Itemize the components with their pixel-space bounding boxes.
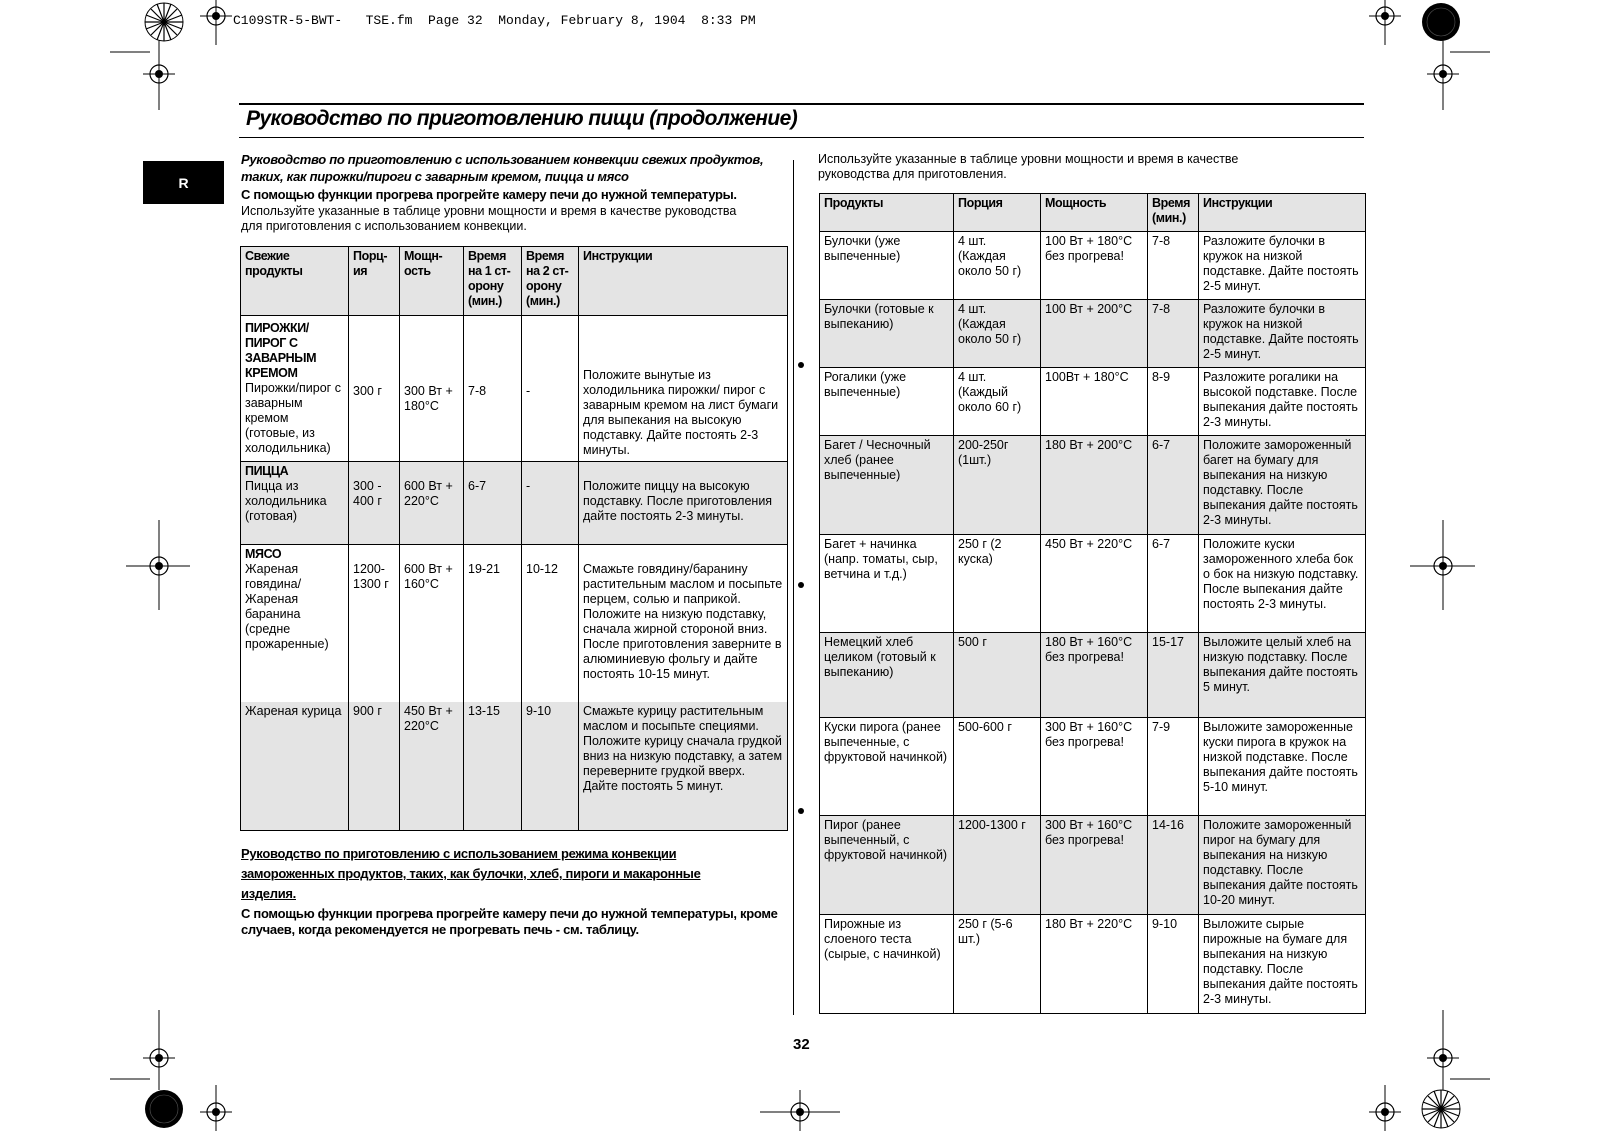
power: 180 Вт + 220°C xyxy=(1041,915,1148,1014)
table-row xyxy=(820,633,1366,718)
time-side-1: 19-21 xyxy=(468,562,500,576)
power: 100Вт + 180°C xyxy=(1041,368,1148,436)
instructions: Выложите сырые пирожные на бумаге для выпекания на низкую подставку. После выпекания дайте постоять 2-3 минуты. xyxy=(1199,915,1366,1014)
time: 6-7 xyxy=(1148,535,1199,633)
power: 300 Вт + 160°C без прогрева! xyxy=(1041,816,1148,915)
right-intro: Используйте указанные в таблице уровни мощности и время в качестве руководства для приготовления. xyxy=(818,152,1239,181)
file-info-line: C109STR-5-BWT- TSE.fm Page 32 Monday, February 8, 1904 8:33 PM xyxy=(233,13,756,28)
product-name: Пирожные из слоеного теста (сырые, с начинкой) xyxy=(820,915,954,1014)
table-row xyxy=(241,545,788,702)
table-row xyxy=(820,232,1366,300)
instructions: Разложите рогалики на высокой подставке. После выпекания дайте постоять 2-3 минуты. xyxy=(1199,368,1366,436)
product-name: Жареная говядина/ Жареная баранина (средне прожаренные) xyxy=(245,562,329,651)
instructions: Положите пиццу на высокую подставку. После приготовления дайте постоять 2-3 минуты. xyxy=(583,479,773,523)
preheat-note: С помощью функции прогрева прогрейте камеру печи до нужной температуры. xyxy=(241,187,737,202)
divider-dot xyxy=(798,362,804,368)
time-side-1: 7-8 xyxy=(468,384,487,398)
instructions: Положите куски замороженного хлеба бок о бок на низкую подставку. После выпекания дайте постоять 2-3 минуты. xyxy=(1199,535,1366,633)
instructions: Выложите замороженные куски пирога в кружок на низкой подставке. После выпекания дайте постоять 5-10 минут. xyxy=(1199,718,1366,816)
portion: 1200- 1300 г xyxy=(353,562,389,591)
time-side-2: 9-10 xyxy=(526,703,552,718)
product-name: Пицца из холодильника (готовая) xyxy=(245,479,327,523)
time-side-2: - xyxy=(526,384,531,398)
table-row xyxy=(820,718,1366,816)
power: 180 Вт + 200°C xyxy=(1041,436,1148,535)
table-row xyxy=(820,300,1366,368)
col-header: Порц-ия xyxy=(349,247,400,316)
table-row xyxy=(820,535,1366,633)
portion: 500-600 г xyxy=(954,718,1041,816)
power: 600 Вт + 220°C xyxy=(404,479,453,508)
col-header: Время (мин.) xyxy=(1148,194,1199,232)
table-row xyxy=(241,702,788,831)
frozen-section-title: Руководство по приготовлению с использованием режима конвекции замороженных продуктов, таких, как булочки, хлеб, пироги и макаронные изделия. xyxy=(241,846,701,901)
col-header: Инструкции xyxy=(579,247,788,316)
time-side-1: 6-7 xyxy=(468,479,487,493)
portion: 300 - 400 г xyxy=(353,479,382,508)
frozen-preheat-note: С помощью функции прогрева прогрейте камеру печи до нужной температуры, кроме случаев, когда рекомендуется не прогревать печь - см. таблицу. xyxy=(241,906,778,937)
left-intro: Используйте указанные в таблице уровни мощности и время в качестве руководства для приготовления с использованием конвекции. xyxy=(241,204,737,233)
product-name: Пирожки/пирог с заварным кремом (готовые, из холодильника) xyxy=(245,381,341,455)
portion: 200-250г (1шт.) xyxy=(954,436,1041,535)
table-header-row xyxy=(820,194,1366,232)
portion: 4 шт. (Каждая около 50 г) xyxy=(954,300,1041,368)
instructions: Разложите булочки в кружок на низкой подставке. Дайте постоять 2-5 минут. xyxy=(1199,300,1366,368)
time: 14-16 xyxy=(1148,816,1199,915)
time-side-2: - xyxy=(526,479,531,493)
time: 15-17 xyxy=(1148,633,1199,718)
table-row xyxy=(820,915,1366,1014)
power: 450 Вт + 220°C xyxy=(1041,535,1148,633)
portion: 4 шт. (Каждая около 50 г) xyxy=(954,232,1041,300)
power: 180 Вт + 160°C без прогрева! xyxy=(1041,633,1148,718)
time: 7-8 xyxy=(1148,300,1199,368)
col-header: Время на 2 ст-орону (мин.) xyxy=(522,247,579,316)
product-name: Булочки (уже выпеченные) xyxy=(820,232,954,300)
portion: 500 г xyxy=(954,633,1041,718)
portion: 250 г (5-6 шт.) xyxy=(954,915,1041,1014)
page-number: 32 xyxy=(793,1036,810,1053)
divider-dot xyxy=(798,582,804,588)
time: 9-10 xyxy=(1148,915,1199,1014)
time-side-1: 13-15 xyxy=(468,703,500,718)
col-header: Мощн-ость xyxy=(400,247,464,316)
column-divider xyxy=(793,160,794,1015)
col-header: Продукты xyxy=(820,194,954,232)
col-header: Время на 1 ст-орону (мин.) xyxy=(464,247,522,316)
instructions: Выложите целый хлеб на низкую подставку. После выпекания дайте постоять 5 минут. xyxy=(1199,633,1366,718)
page-title: Руководство по приготовлению пищи (продолжение) xyxy=(246,107,798,130)
table-row xyxy=(241,462,788,545)
category-label: ПИЦЦА xyxy=(245,464,289,478)
portion: 4 шт. (Каждый около 60 г) xyxy=(954,368,1041,436)
col-header: Свежие продукты xyxy=(241,247,349,316)
table-row xyxy=(820,816,1366,915)
power: 600 Вт + 160°C xyxy=(404,562,453,591)
table-row xyxy=(820,368,1366,436)
instructions: Положите вынутые из холодильника пирожки/ пирог с заварным кремом на лист бумаги для выпекания на высокую подставку. Дайте постоять 2-3 минуты. xyxy=(583,368,779,457)
time-side-2: 10-12 xyxy=(526,562,558,576)
product-name: Багет / Чесночный хлеб (ранее выпеченные) xyxy=(820,436,954,535)
fresh-products-table xyxy=(240,246,788,831)
portion: 900 г xyxy=(353,703,382,718)
time: 8-9 xyxy=(1148,368,1199,436)
instructions: Разложите булочки в кружок на низкой подставке. Дайте постоять 2-5 минут. xyxy=(1199,232,1366,300)
portion: 250 г (2 куска) xyxy=(954,535,1041,633)
category-label: МЯСО xyxy=(245,547,282,561)
table-row xyxy=(820,436,1366,535)
col-header: Инструкции xyxy=(1199,194,1366,232)
table-row xyxy=(241,316,788,462)
product-name: Рогалики (уже выпеченные) xyxy=(820,368,954,436)
power: 450 Вт + 220°C xyxy=(404,703,453,733)
power: 100 Вт + 180°C без прогрева! xyxy=(1041,232,1148,300)
convection-section-title: Руководство по приготовлению с использованием конвекции свежих продуктов, таких, как пирожки/пироги с заварным кремом, пицца и мясо xyxy=(241,152,764,184)
time: 7-9 xyxy=(1148,718,1199,816)
time: 6-7 xyxy=(1148,436,1199,535)
frozen-products-table xyxy=(819,193,1366,1014)
language-tab: R xyxy=(143,161,224,204)
power: 300 Вт + 160°C без прогрева! xyxy=(1041,718,1148,816)
portion: 1200-1300 г xyxy=(954,816,1041,915)
product-name: Куски пирога (ранее выпеченные, с фруктовой начинкой) xyxy=(820,718,954,816)
product-name: Жареная курица xyxy=(245,703,342,718)
col-header: Мощность xyxy=(1041,194,1148,232)
divider-dot xyxy=(798,808,804,814)
instructions: Смажьте говядину/баранину растительным маслом и посыпьте перцем, солью и паприкой. Положите на низкую подставку, сначала жирной стороной вниз. После приготовления заверните в алюминиевую фольгу и дайте постоять 10-15 минут. xyxy=(583,562,783,681)
product-name: Булочки (готовые к выпеканию) xyxy=(820,300,954,368)
instructions: Положите замороженный пирог на бумагу для выпекания на низкую подставку. После выпекания дайте постоять 10-20 минут. xyxy=(1199,816,1366,915)
category-label: ПИРОЖКИ/ ПИРОГ С ЗАВАРНЫМ КРЕМОМ xyxy=(245,321,317,380)
table-header-row xyxy=(241,247,788,316)
title-top-rule xyxy=(239,103,1364,105)
product-name: Немецкий хлеб целиком (готовый к выпеканию) xyxy=(820,633,954,718)
title-bottom-rule xyxy=(239,137,1364,138)
col-header: Порция xyxy=(954,194,1041,232)
instructions: Смажьте курицу растительным маслом и посыпьте специями. Положите курицу сначала грудкой вниз на низкую подставку, а затем переверните грудкой вверх. Дайте постоять 5 минут. xyxy=(583,703,783,793)
instructions: Положите замороженный багет на бумагу для выпекания на низкую подставку. После выпекания дайте постоять 2-3 минуты. xyxy=(1199,436,1366,535)
product-name: Багет + начинка (напр. томаты, сыр, ветчина и т.д.) xyxy=(820,535,954,633)
portion: 300 г xyxy=(353,384,382,398)
time: 7-8 xyxy=(1148,232,1199,300)
power: 100 Вт + 200°C xyxy=(1041,300,1148,368)
power: 300 Вт + 180°C xyxy=(404,384,453,413)
product-name: Пирог (ранее выпеченный, с фруктовой начинкой) xyxy=(820,816,954,915)
